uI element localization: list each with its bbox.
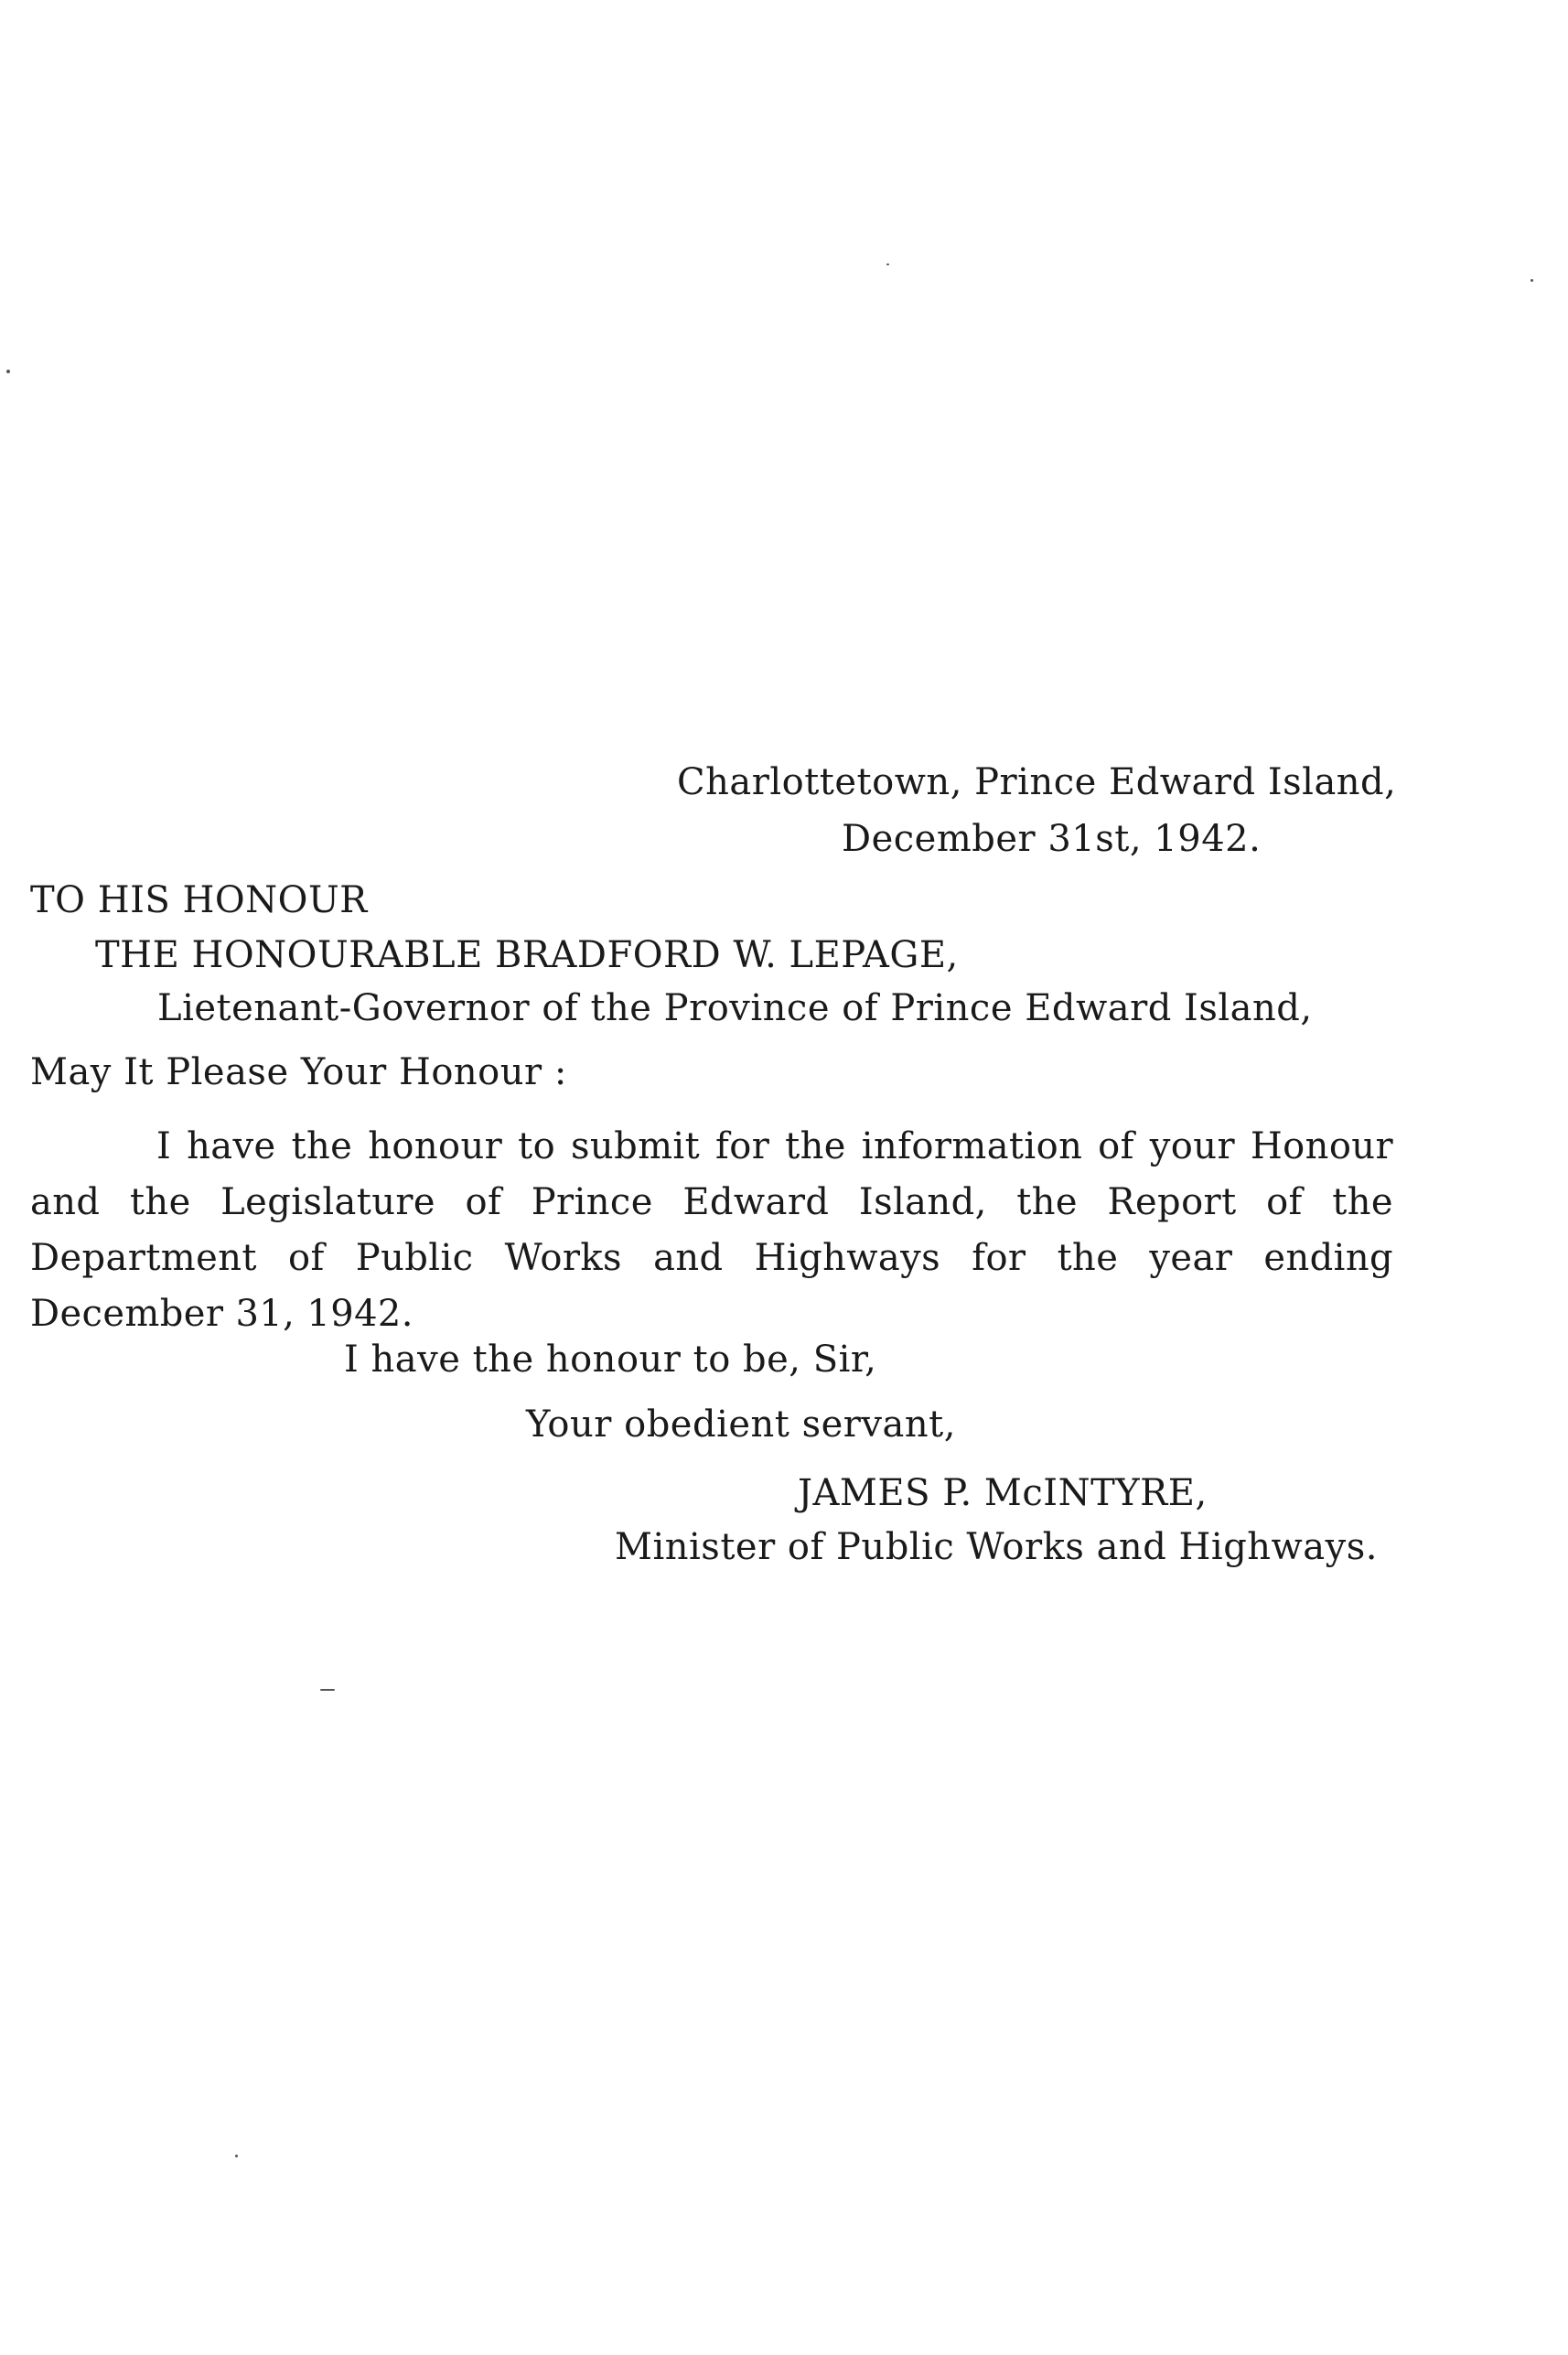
address-name-line: THE HONOURABLE BRADFORD W. LEPAGE, — [95, 934, 959, 976]
scan-speck — [6, 370, 10, 373]
signature-title: Minister of Public Works and Highways. — [615, 1526, 1378, 1568]
body-text: I have the honour to submit for the information of your Honour and the Legislature of Prince Edward Island, the Report of the Department of Public Works and Highways for the year ending December 31, 1942. — [30, 1125, 1393, 1335]
body-paragraph — [30, 1119, 1393, 1342]
scan-speck — [1530, 279, 1533, 282]
signature-name: JAMES P. McINTYRE, — [798, 1472, 1208, 1514]
scan-speck — [235, 2155, 238, 2157]
dateline-date: December 31st, 1942. — [842, 818, 1262, 860]
closing-line-2: Your obedient servant, — [526, 1403, 956, 1446]
closing-line-1: I have the honour to be, Sir, — [344, 1339, 877, 1381]
scan-speck — [886, 263, 889, 265]
dateline-place: Charlottetown, Prince Edward Island, — [677, 761, 1397, 803]
address-to-line: TO HIS HONOUR — [30, 879, 368, 921]
salutation: May It Please Your Honour : — [30, 1051, 567, 1093]
scan-speck — [320, 1689, 335, 1691]
address-title-line: Lietenant-Governor of the Province of Prince Edward Island, — [157, 987, 1313, 1029]
